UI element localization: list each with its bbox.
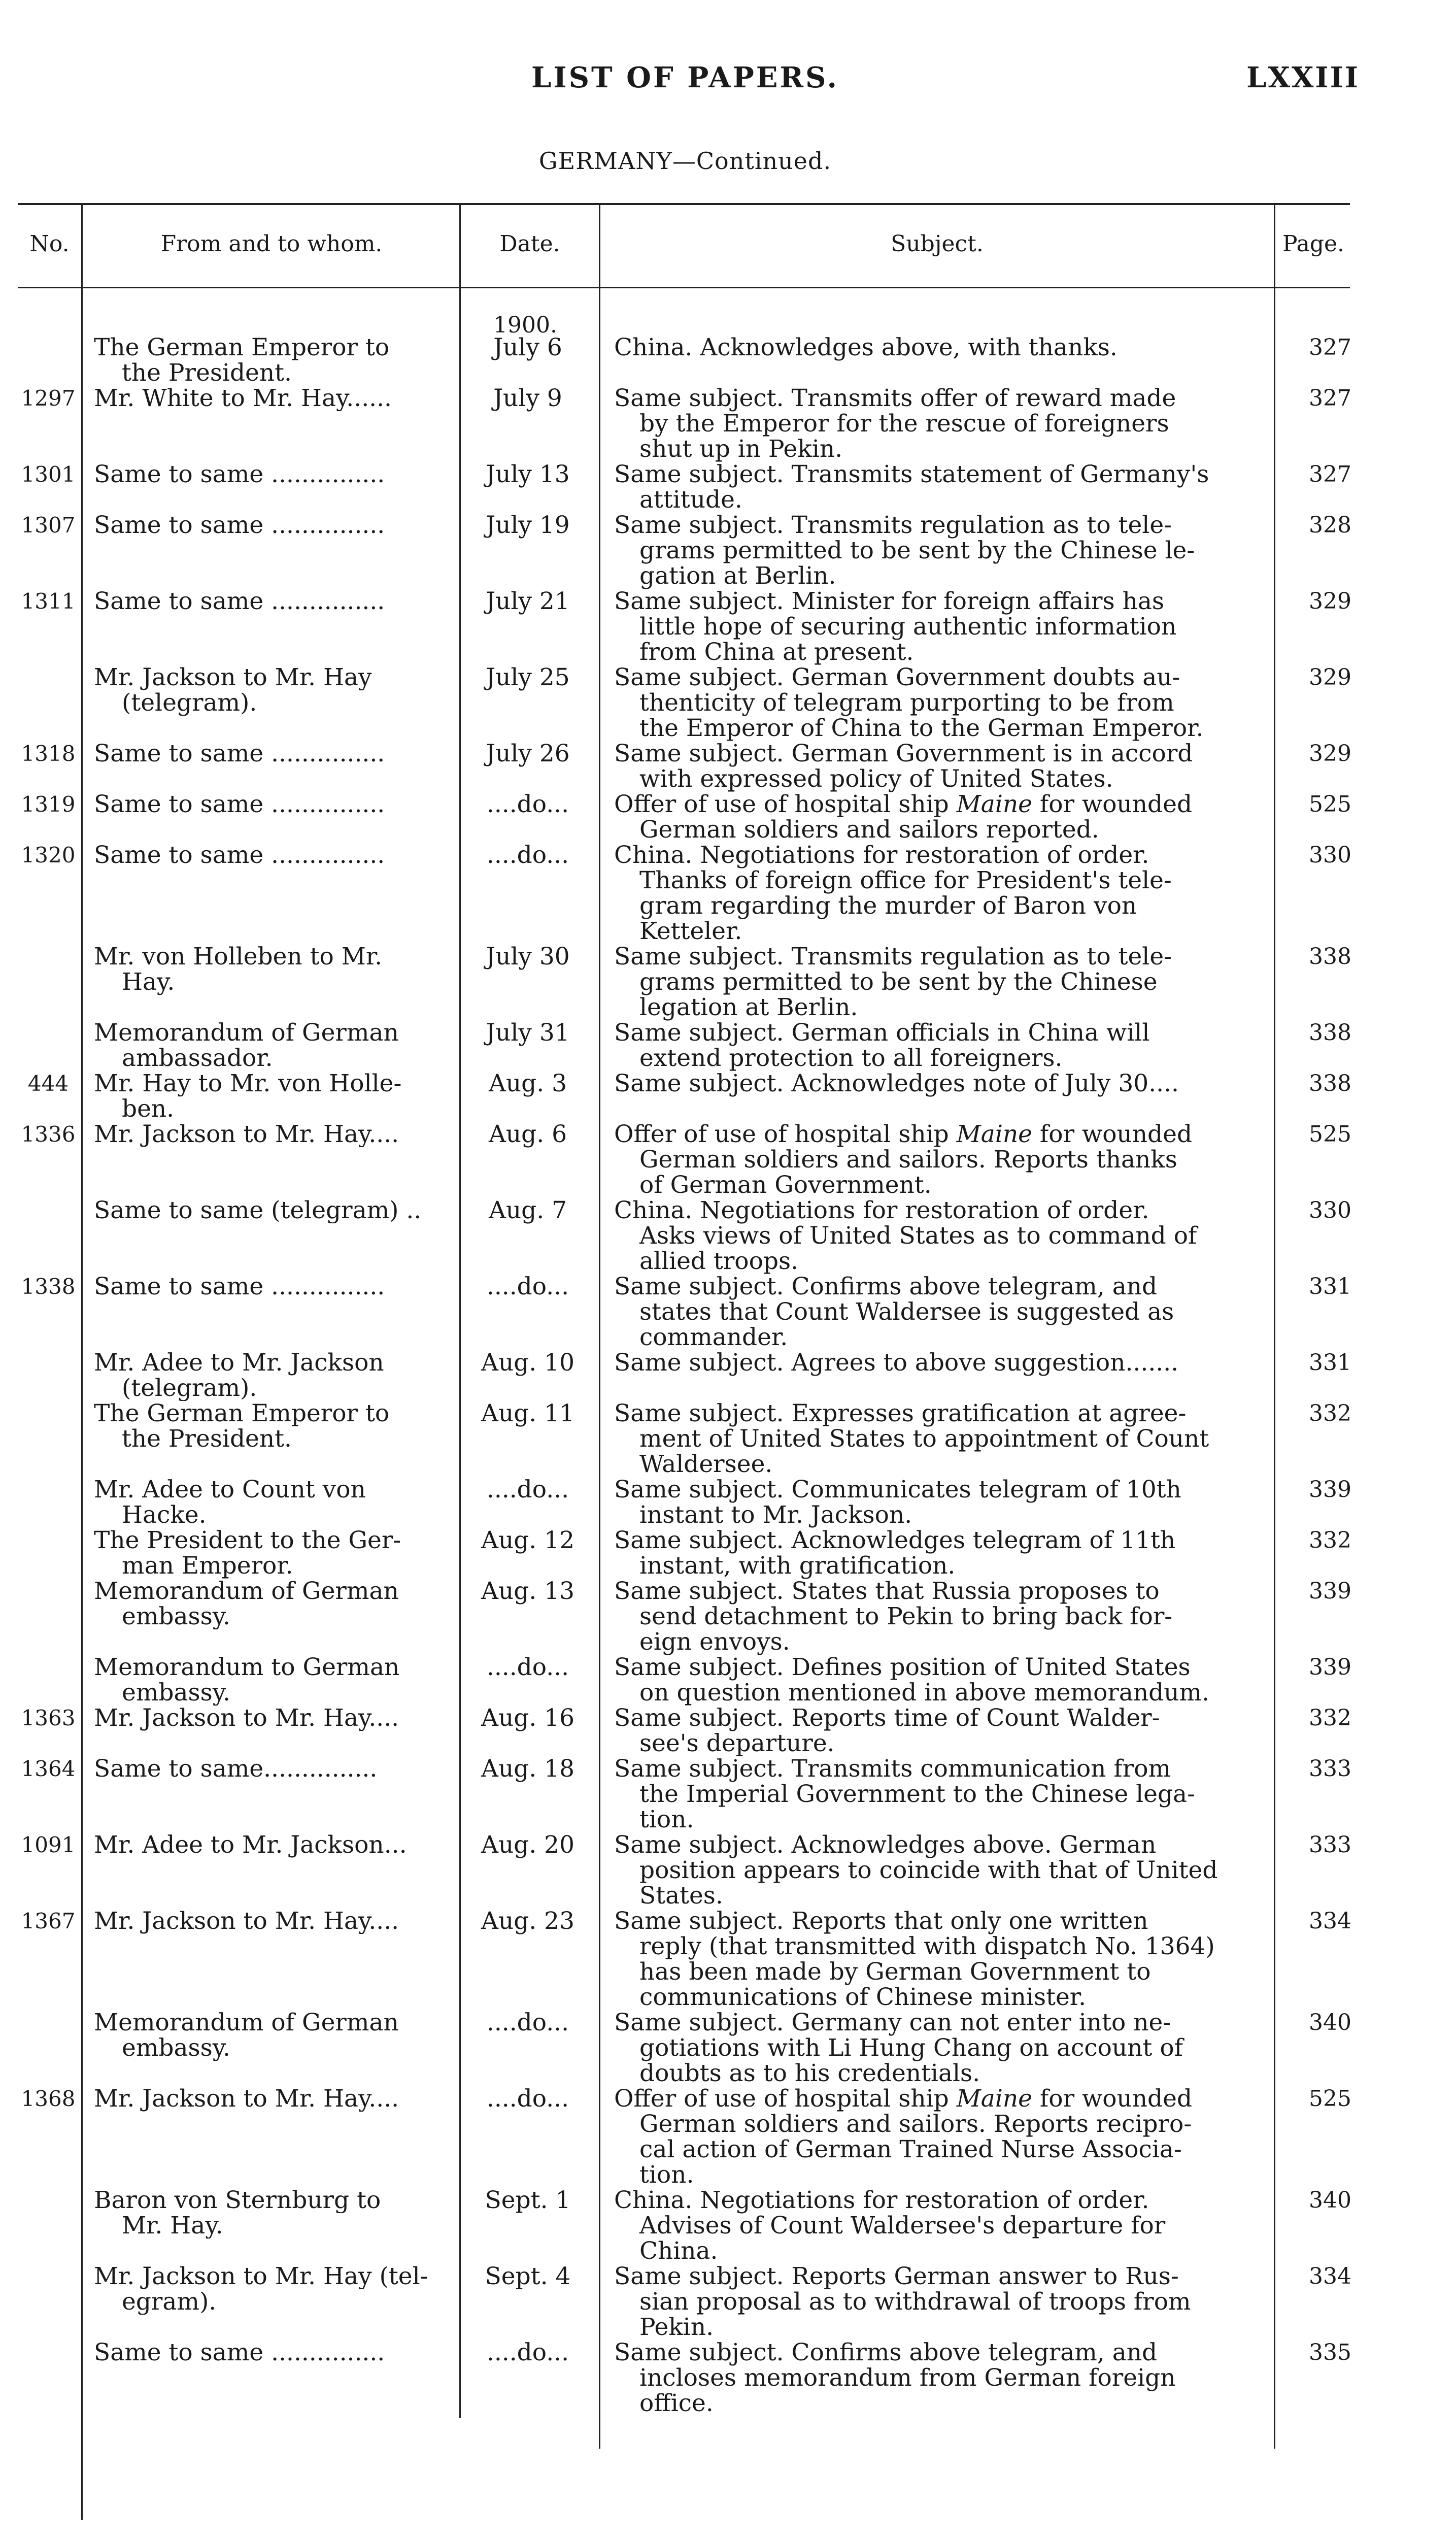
row-number: 1364 (21, 1756, 76, 1781)
row-from-line: Same to same ............... (94, 792, 385, 817)
row-subject-line: Same subject. Transmits regulation as to tele- (614, 511, 1172, 539)
row-subject-line: Offer of use of hospital ship Maine for wounded (614, 2085, 1193, 2113)
row-from (94, 792, 449, 817)
row-subject (614, 1198, 1266, 1274)
row-subject-line: German soldiers and sailors. Reports thanks (639, 1146, 1177, 1174)
row-subject-line: Offer of use of hospital ship Maine for wounded (614, 790, 1193, 818)
row-date: ....do... (486, 1653, 569, 1681)
row-date: July 26 (486, 740, 570, 767)
row-date: July 13 (486, 460, 570, 488)
row-from (94, 1528, 449, 1579)
row-subject-line: grams permitted to be sent by the Chinese le- (639, 537, 1195, 564)
year-label: 1900. (493, 312, 557, 338)
row-subject-line: Same subject. Transmits regulation as to tele- (614, 943, 1172, 971)
row-from (94, 2086, 449, 2112)
row-date: Aug. 6 (488, 1120, 567, 1148)
row-from (94, 1274, 449, 1299)
row-subject (614, 2010, 1266, 2086)
row-number: 1307 (21, 513, 76, 538)
row-from-line: Memorandum to German (94, 1655, 400, 1680)
row-from-line: Same to same ............... (94, 843, 385, 868)
row-subject (614, 792, 1266, 843)
row-page-value: 525 (1309, 791, 1351, 817)
row-page-value: 339 (1309, 1654, 1351, 1680)
row-from-line: Mr. Adee to Mr. Jackson (94, 1350, 384, 1376)
row-date: Sept. 4 (485, 2262, 571, 2290)
row-subject-line: grams permitted to be sent by the Chinese (639, 968, 1158, 996)
row-date: July 6 (493, 333, 562, 361)
row-from-line: man Emperor. (122, 1553, 293, 1579)
row-from (94, 462, 449, 487)
row-subject-line: Same subject. Agrees to above suggestion....... (614, 1349, 1179, 1377)
row-subject-line: legation at Berlin. (639, 993, 858, 1021)
row-page-value: 330 (1309, 1197, 1351, 1223)
row-subject-line: Same subject. German Government doubts au- (614, 663, 1180, 691)
row-subject-line: attitude. (639, 486, 742, 514)
row-subject (614, 1401, 1266, 1477)
row-from (94, 335, 449, 386)
row-from (94, 1579, 449, 1629)
row-subject-line: tion. (639, 2161, 694, 2189)
row-subject (614, 1909, 1266, 2010)
row-subject-line: Same subject. Transmits communication from (614, 1755, 1171, 1783)
row-date: July 21 (486, 587, 570, 615)
row-from-line: Mr. Jackson to Mr. Hay (94, 665, 372, 690)
row-subject-line: office. (639, 2389, 714, 2417)
row-subject-line: sian proposal as to withdrawal of troops from (639, 2288, 1191, 2316)
row-from (94, 1706, 449, 1731)
row-page-value: 332 (1309, 1527, 1351, 1553)
row-subject (614, 462, 1266, 513)
row-from-line: Same to same ............... (94, 741, 385, 766)
row-subject-line: Waldersee. (639, 1450, 773, 1478)
row-from-line: ben. (122, 1096, 175, 1122)
row-subject-line: from China at present. (639, 638, 914, 666)
row-from-line: Mr. Jackson to Mr. Hay (tel- (94, 2264, 428, 2289)
row-page-value: 328 (1309, 512, 1351, 538)
row-page-value: 333 (1309, 1832, 1351, 1858)
row-date: Aug. 13 (481, 1577, 574, 1605)
row-page-value: 332 (1309, 1705, 1351, 1731)
row-from-line: Memorandum of German (94, 2010, 399, 2035)
row-from-line: Mr. Jackson to Mr. Hay.... (94, 1706, 399, 1731)
row-subject-line: gram regarding the murder of Baron von (639, 892, 1137, 920)
row-subject-line: reply (that transmitted with dispatch No. 1364) (639, 1932, 1215, 1960)
row-page-value: 338 (1309, 944, 1351, 970)
row-number: 1368 (21, 2086, 76, 2111)
row-date: July 30 (486, 943, 570, 971)
row-page-value: 329 (1309, 664, 1351, 690)
row-page-value: 525 (1309, 1121, 1351, 1147)
row-subject-line: Same subject. German officials in China will (614, 1019, 1150, 1047)
row-from-line: The German Emperor to (94, 1401, 390, 1426)
row-from (94, 386, 449, 411)
row-from-line: embassy. (122, 1680, 230, 1706)
row-subject (614, 665, 1266, 741)
row-subject (614, 2086, 1266, 2188)
row-from-line: Baron von Sternburg to (94, 2188, 381, 2213)
row-subject-line: Same subject. Acknowledges above. German (614, 1831, 1157, 1859)
row-subject-line: Same subject. Acknowledges telegram of 11th (614, 1526, 1176, 1554)
row-page-value: 525 (1309, 2086, 1351, 2112)
row-page-value: 338 (1309, 1020, 1351, 1046)
row-subject-line: Same subject. Transmits statement of Germany's (614, 460, 1209, 488)
row-subject-line: China. Negotiations for restoration of order. (614, 841, 1149, 869)
row-page-value: 332 (1309, 1400, 1351, 1426)
row-date: Aug. 12 (481, 1526, 574, 1554)
row-subject-line: gotiations with Li Hung Chang on account of (639, 2034, 1183, 2062)
row-subject-line: thenticity of telegram purporting to be from (639, 689, 1174, 717)
row-subject (614, 741, 1266, 792)
row-page-value: 338 (1309, 1071, 1351, 1096)
row-subject-line: eign envoys. (639, 1628, 790, 1656)
row-from-line: Mr. Jackson to Mr. Hay.... (94, 1909, 399, 1934)
row-subject-line: Thanks of foreign office for President's tele- (639, 866, 1172, 894)
row-date: Aug. 23 (481, 1907, 574, 1935)
row-subject-line: on question mentioned in above memorandum. (639, 1679, 1210, 1707)
row-from-line: embassy. (122, 2035, 230, 2061)
row-subject-line: China. Negotiations for restoration of order. (614, 2186, 1149, 2214)
column-header-date: Date. (499, 231, 560, 257)
row-page-value: 334 (1309, 1908, 1351, 1934)
row-subject-line: instant to Mr. Jackson. (639, 1501, 912, 1529)
row-date: ....do... (486, 841, 569, 869)
row-page-value: 340 (1309, 2010, 1351, 2035)
row-number: 1091 (21, 1832, 76, 1857)
row-from-line: Same to same ............... (94, 589, 385, 614)
row-from-line: Same to same ............... (94, 513, 385, 538)
row-page-value: 335 (1309, 2340, 1351, 2365)
row-subject-line: Same subject. Minister for foreign affairs has (614, 587, 1164, 615)
row-subject (614, 2188, 1266, 2264)
row-number: 1297 (21, 386, 76, 411)
row-subject-line: extend protection to all foreigners. (639, 1044, 1063, 1072)
row-subject (614, 1122, 1266, 1198)
row-subject (614, 386, 1266, 462)
row-from-line: embassy. (122, 1604, 230, 1629)
row-from-line: Mr. Hay. (122, 2213, 223, 2239)
row-from-line: Same to same............... (94, 1756, 378, 1782)
row-subject (614, 1020, 1266, 1071)
row-page-value: 340 (1309, 2187, 1351, 2213)
row-from-line: Mr. Jackson to Mr. Hay.... (94, 1122, 399, 1147)
row-subject-line: China. Acknowledges above, with thanks. (614, 333, 1118, 361)
row-subject-line: States. (639, 1882, 723, 1910)
row-page-value: 339 (1309, 1578, 1351, 1604)
row-from (94, 2188, 449, 2239)
row-subject-line: shut up in Pekin. (639, 435, 843, 463)
row-from-line: Hay. (122, 970, 175, 995)
row-number: 1318 (21, 741, 76, 766)
row-page-value: 334 (1309, 2263, 1351, 2289)
row-date: Aug. 18 (481, 1755, 574, 1783)
row-date: Aug. 20 (481, 1831, 574, 1859)
row-from (94, 1350, 449, 1401)
row-subject-line: see's departure. (639, 1729, 835, 1757)
row-subject (614, 513, 1266, 589)
row-from-line: Hacke. (122, 1502, 207, 1528)
row-subject-line: Offer of use of hospital ship Maine for wounded (614, 1120, 1193, 1148)
row-subject-line: little hope of securing authentic information (639, 613, 1177, 641)
row-from-line: Mr. Adee to Count von (94, 1477, 366, 1502)
row-from-line: Mr. von Holleben to Mr. (94, 944, 383, 970)
row-date: Aug. 11 (481, 1399, 574, 1427)
row-from-line: Memorandum of German (94, 1020, 399, 1046)
row-subject-line: German soldiers and sailors. Reports recipro- (639, 2110, 1192, 2138)
page-title: LIST OF PAPERS. (531, 61, 839, 94)
row-from-line: Mr. White to Mr. Hay...... (94, 386, 392, 411)
row-from (94, 1756, 449, 1782)
row-from-line: Mr. Adee to Mr. Jackson... (94, 1832, 407, 1858)
row-from-line: the President. (122, 360, 292, 386)
row-number: 1319 (21, 792, 76, 817)
row-page-value: 329 (1309, 588, 1351, 614)
row-page-value: 327 (1309, 461, 1351, 487)
row-number: 1363 (21, 1706, 76, 1730)
row-subject-line: Asks views of United States as to command of (639, 1222, 1197, 1250)
column-header-page: Page. (1282, 231, 1345, 257)
row-from-line: Mr. Jackson to Mr. Hay.... (94, 2086, 399, 2112)
row-from-line: the President. (122, 1426, 292, 1452)
row-page-value: 333 (1309, 1756, 1351, 1782)
row-subject (614, 2340, 1266, 2416)
row-subject-line: China. (639, 2237, 718, 2265)
row-date: July 19 (486, 511, 570, 539)
row-subject-line: communications of Chinese minister. (639, 1983, 1087, 2011)
row-date: ....do... (486, 1273, 569, 1300)
row-from (94, 2010, 449, 2061)
column-header-subject: Subject. (891, 231, 984, 257)
row-from (94, 1655, 449, 1706)
row-subject (614, 1655, 1266, 1706)
row-from (94, 513, 449, 538)
row-date: July 9 (493, 384, 562, 412)
row-from-line: The President to the Ger- (94, 1528, 401, 1553)
row-from (94, 2340, 449, 2365)
row-subject (614, 1071, 1266, 1096)
row-from-line: (telegram). (122, 690, 257, 716)
row-from-line: egram). (122, 2289, 217, 2315)
row-subject (614, 1477, 1266, 1528)
row-subject-line: with expressed policy of United States. (639, 765, 1113, 793)
row-subject-line: Same subject. States that Russia proposes to (614, 1577, 1160, 1605)
row-from-line: Same to same ............... (94, 1274, 385, 1299)
row-subject-line: Same subject. Transmits offer of reward made (614, 384, 1176, 412)
row-date: ....do... (486, 2339, 569, 2366)
row-from-line: Same to same ............... (94, 2340, 385, 2365)
row-subject (614, 1350, 1266, 1376)
row-from (94, 1071, 449, 1122)
row-subject-line: incloses memorandum from German foreign (639, 2364, 1176, 2392)
row-page-value: 329 (1309, 741, 1351, 766)
row-from-line: ambassador. (122, 1046, 273, 1071)
row-page-value: 330 (1309, 842, 1351, 868)
row-from (94, 1020, 449, 1071)
row-subject (614, 1579, 1266, 1655)
row-subject-line: gation at Berlin. (639, 562, 836, 590)
row-subject (614, 2264, 1266, 2340)
row-subject-line: the Imperial Government to the Chinese lega- (639, 1780, 1195, 1808)
row-page-value: 327 (1309, 385, 1351, 411)
row-from (94, 1122, 449, 1147)
row-number: 1320 (21, 843, 76, 867)
row-subject-line: Advises of Count Waldersee's departure for (639, 2212, 1166, 2240)
row-subject-line: Same subject. Reports time of Count Walder- (614, 1704, 1160, 1732)
row-page-value: 331 (1309, 1350, 1351, 1376)
row-subject-line: German soldiers and sailors reported. (639, 816, 1099, 844)
row-subject-line: Same subject. Germany can not enter into ne- (614, 2009, 1171, 2036)
row-number: 1301 (21, 462, 76, 487)
row-subject-line: the Emperor of China to the German Emperor. (639, 714, 1204, 742)
row-date: ....do... (486, 790, 569, 818)
row-subject (614, 1274, 1266, 1350)
row-subject-line: doubts as to his credentials. (639, 2059, 980, 2087)
row-number: 1367 (21, 1909, 76, 1933)
row-number: 1336 (21, 1122, 76, 1147)
row-from (94, 589, 449, 614)
row-subject-line: Same subject. Defines position of United States (614, 1653, 1191, 1681)
row-date: ....do... (486, 2085, 569, 2113)
row-number: 444 (27, 1071, 69, 1096)
row-number: 1311 (21, 589, 76, 614)
row-subject (614, 1832, 1266, 1909)
row-subject-line: Same subject. Confirms above telegram, and (614, 2339, 1158, 2366)
row-subject-line: position appears to coincide with that of United (639, 1856, 1218, 1884)
row-date: Sept. 1 (485, 2186, 571, 2214)
row-subject (614, 1706, 1266, 1756)
row-subject-line: cal action of German Trained Nurse Associa- (639, 2135, 1182, 2163)
row-subject-line: ment of United States to appointment of Count (639, 1425, 1209, 1453)
column-header-no: No. (29, 231, 70, 257)
row-subject-line: has been made by German Government to (639, 1958, 1151, 1986)
row-date: ....do... (486, 1476, 569, 1504)
row-subject-line: Same subject. Reports that only one written (614, 1907, 1148, 1935)
row-from-line: The German Emperor to (94, 335, 390, 360)
row-from (94, 1198, 449, 1223)
row-date: Aug. 3 (488, 1070, 567, 1097)
row-subject-line: states that Count Waldersee is suggested as (639, 1298, 1174, 1326)
row-subject-line: instant, with gratification. (639, 1552, 956, 1580)
row-date: Aug. 16 (481, 1704, 574, 1732)
row-from-line: (telegram). (122, 1376, 257, 1401)
row-subject (614, 589, 1266, 665)
row-subject-line: Same subject. Expresses gratification at agree- (614, 1399, 1187, 1427)
row-from (94, 944, 449, 995)
row-subject-line: allied troops. (639, 1247, 799, 1275)
row-subject-line: send detachment to Pekin to bring back for- (639, 1602, 1173, 1630)
row-date: ....do... (486, 2009, 569, 2036)
row-subject (614, 944, 1266, 1020)
row-subject-line: China. Negotiations for restoration of order. (614, 1196, 1149, 1224)
row-from-line: Same to same (telegram) .. (94, 1198, 422, 1223)
row-subject-line: Same subject. German Government is in accord (614, 740, 1193, 767)
row-subject-line: Same subject. Reports German answer to Rus- (614, 2262, 1179, 2290)
row-subject-line: tion. (639, 1806, 694, 1833)
row-subject-line: Same subject. Communicates telegram of 10th (614, 1476, 1181, 1504)
row-subject-line: Ketteler. (639, 917, 742, 945)
row-subject (614, 843, 1266, 944)
row-page-value: 331 (1309, 1274, 1351, 1299)
row-from (94, 1832, 449, 1858)
row-date: July 31 (486, 1019, 570, 1047)
row-from-line: Memorandum of German (94, 1579, 399, 1604)
row-from (94, 1401, 449, 1452)
row-number: 1338 (21, 1274, 76, 1299)
row-subject-line: Same subject. Acknowledges note of July 30.... (614, 1070, 1179, 1097)
row-subject-line: Pekin. (639, 2313, 714, 2341)
row-date: July 25 (486, 663, 570, 691)
column-header-from: From and to whom. (160, 231, 383, 257)
row-from-line: Mr. Hay to Mr. von Holle- (94, 1071, 402, 1096)
row-date: Aug. 10 (481, 1349, 574, 1377)
row-from (94, 1909, 449, 1934)
row-from (94, 741, 449, 766)
row-from (94, 843, 449, 868)
row-subject-line: by the Emperor for the rescue of foreigners (639, 410, 1169, 438)
row-subject (614, 1528, 1266, 1579)
row-subject-line: Same subject. Confirms above telegram, and (614, 1273, 1158, 1300)
page-number: LXXIII (1246, 61, 1360, 94)
row-subject-line: commander. (639, 1323, 788, 1351)
row-subject (614, 335, 1266, 360)
row-from (94, 2264, 449, 2315)
row-page-value: 339 (1309, 1477, 1351, 1502)
row-page-value: 327 (1309, 335, 1351, 360)
row-subject (614, 1756, 1266, 1832)
row-subject-line: of German Government. (639, 1171, 932, 1199)
row-from (94, 665, 449, 716)
row-date: Aug. 7 (488, 1196, 567, 1224)
row-from-line: Same to same ............... (94, 462, 385, 487)
row-from (94, 1477, 449, 1528)
section-title: GERMANY—Continued. (538, 147, 832, 175)
